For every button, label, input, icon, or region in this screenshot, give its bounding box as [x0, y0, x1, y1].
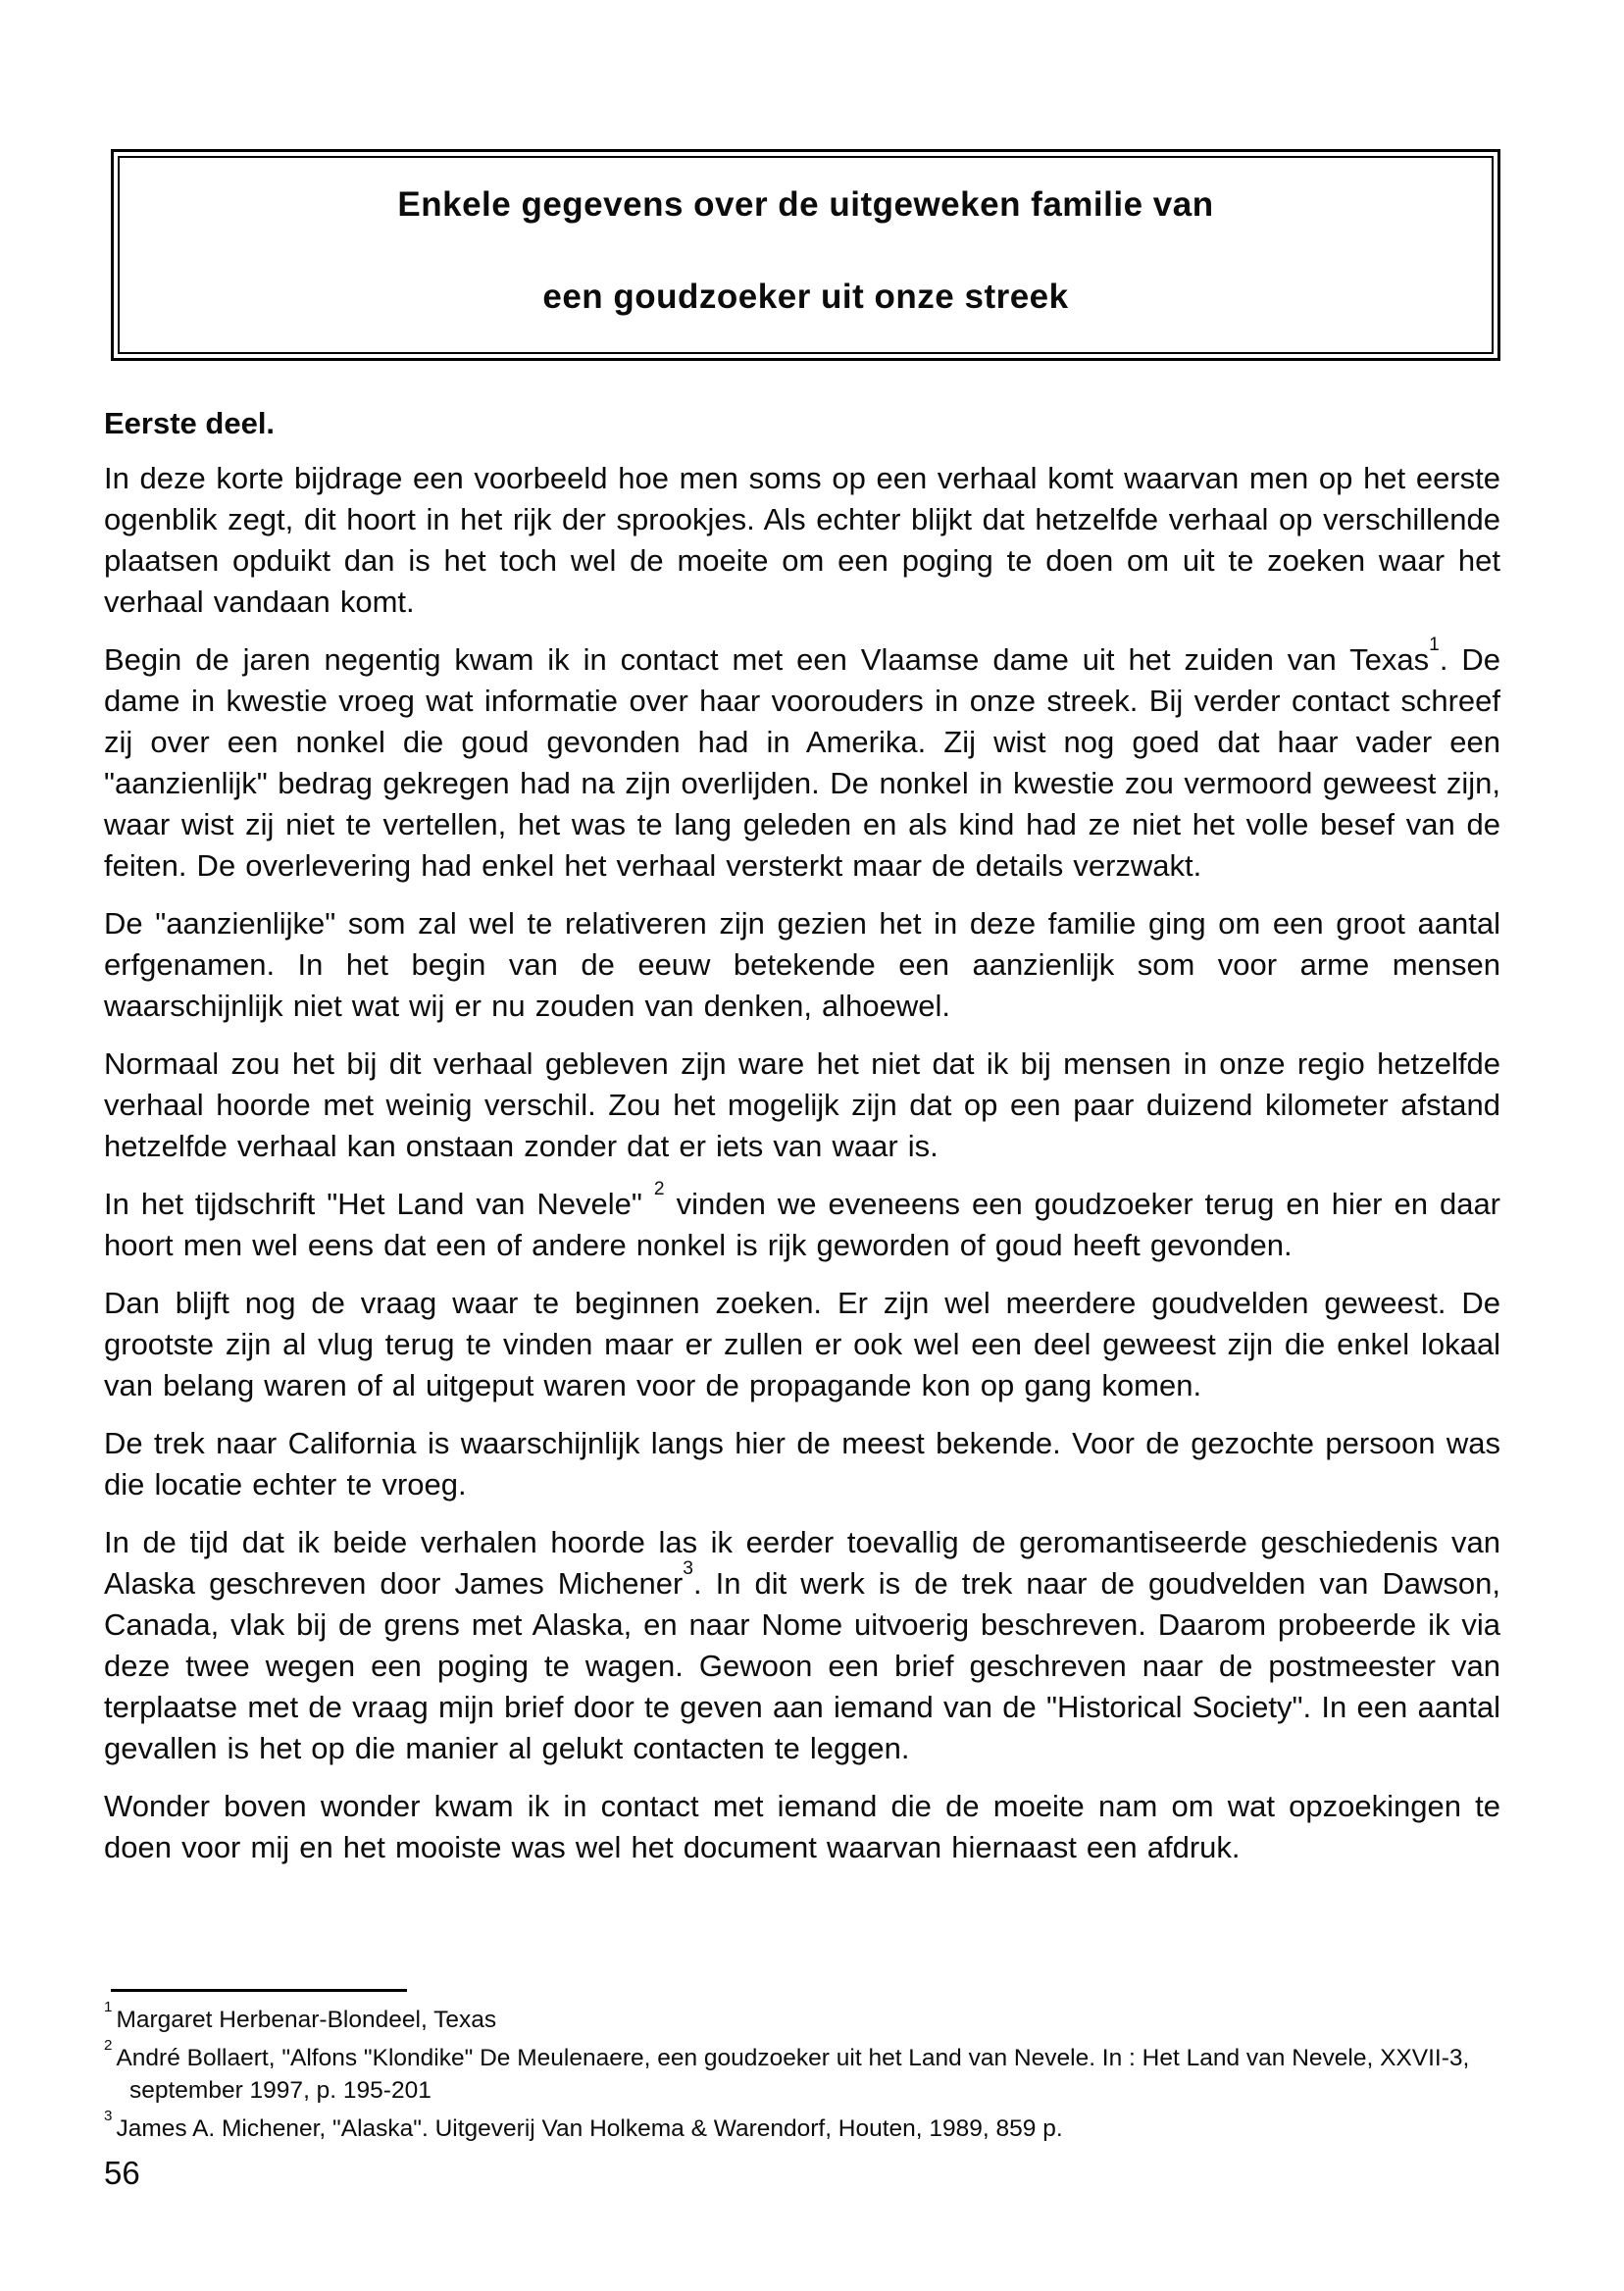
- footnote-2-number: 2: [104, 2037, 113, 2055]
- paragraph-9-text: Wonder boven wonder kwam ik in contact met iemand die de moeite nam om wat opzoekingen te doen voor mij en het mooiste was wel het document waarvan hiernaast een afdruk.: [104, 1789, 1500, 1864]
- document-title-line-1: Enkele gegevens over de uitgeweken familie van: [397, 185, 1214, 224]
- footnote-3-text: James A. Michener, "Alaska". Uitgeverij Van Holkema & Warendorf, Houten, 1989, 859 p.: [116, 2115, 1063, 2142]
- paragraph-8-text: In de tijd dat ik beide verhalen hoorde las ik eerder toevallig de geromantiseerde geschiedenis van Alaska geschreven door James Michener: [104, 1525, 1500, 1601]
- paragraph-8-text-cont: . In dit werk is de trek naar de goudvelden van Dawson, Canada, vlak bij de grens met Alaska, en naar Nome uitvoerig beschreven. Daarom probeerde ik via deze twee wegen een poging te wagen. Gewoon een brief geschreven naar de postmeester van terplaatse met de vraag mijn brief door te geven aan iemand van de "Historical Society". In een aantal gevallen is het op die manier al gelukt contacten te leggen.: [104, 1566, 1500, 1765]
- paragraph-7: [104, 1423, 1500, 1505]
- footnote-3-number: 3: [104, 2108, 113, 2125]
- paragraph-8: [104, 1522, 1500, 1769]
- paragraph-6: [104, 1283, 1500, 1406]
- paragraph-7-text: De trek naar California is waarschijnlijk langs hier de meest bekende. Voor de gezochte persoon was die locatie echter te vroeg.: [104, 1426, 1500, 1502]
- paragraph-1-text: In deze korte bijdrage een voorbeeld hoe men soms op een verhaal komt waarvan men op het eerste ogenblik zegt, dit hoort in het rijk der sprookjes. Als echter blijkt dat hetzelfde verhaal op verschillende plaatsen opduikt dan is het toch wel de moeite om een poging te doen om uit te zoeken waar het verhaal vandaan komt.: [104, 461, 1500, 619]
- footnote-3: [104, 2108, 1500, 2145]
- footnote-1: [104, 1999, 1500, 2036]
- paragraph-4: [104, 1044, 1500, 1167]
- footnote-2-text: André Bollaert, "Alfons "Klondike" De Meulenaere, een goudzoeker uit het Land van Nevele. In : Het Land van Nevele, XXVII-3, september 1997, p. 195-201: [116, 2045, 1470, 2104]
- document-title-line-2: een goudzoeker uit onze streek: [542, 278, 1069, 316]
- paragraph-5-text-cont: vinden we eveneens een goudzoeker terug en hier en daar hoort men wel eens dat een of andere nonkel is rijk geworden of goud heeft gevonden.: [104, 1187, 1501, 1262]
- section-heading: Eerste deel.: [104, 406, 276, 440]
- page-number: 56: [104, 2155, 140, 2191]
- footnote-1-text: Margaret Herbenar-Blondeel, Texas: [116, 2007, 497, 2033]
- title-box-inner: [118, 156, 1494, 354]
- paragraph-2: [104, 635, 1500, 887]
- paragraph-3-text: De "aanzienlijke" som zal wel te relativeren zijn gezien het in deze familie ging om een groot aantal erfgenamen. In het begin van de eeuw betekende een aanzienlijk som voor arme mensen waarschijnlijk niet wat wij er nu zouden van denken, alhoewel.: [104, 906, 1500, 1023]
- paragraph-3: [104, 903, 1500, 1027]
- footnote-ref-1: 1: [1429, 635, 1440, 656]
- footnote-1-number: 1: [104, 1999, 113, 2016]
- footnote-ref-2: 2: [653, 1179, 665, 1200]
- paragraph-5-text: In het tijdschrift "Het Land van Nevele": [104, 1187, 654, 1221]
- title-box: [111, 149, 1500, 361]
- paragraph-4-text: Normaal zou het bij dit verhaal gebleven zijn ware het niet dat ik bij mensen in onze regio hetzelfde verhaal hoorde met weinig verschil. Zou het mogelijk zijn dat op een paar duizend kilometer afstand hetzelfde verhaal kan onstaan zonder dat er iets van waar is.: [104, 1046, 1500, 1163]
- paragraph-2-text: Begin de jaren negentig kwam ik in contact met een Vlaamse dame uit het zuiden van Texas: [104, 642, 1430, 677]
- paragraph-1: [104, 458, 1500, 623]
- footnote-separator-rule: [111, 1989, 407, 1992]
- paragraph-5: [104, 1179, 1501, 1266]
- page-content: [104, 149, 1500, 1868]
- paragraph-9: [104, 1786, 1500, 1868]
- paragraph-6-text: Dan blijft nog de vraag waar te beginnen zoeken. Er zijn wel meerdere goudvelden geweest. De grootste zijn al vlug terug te vinden maar er zullen er ook wel een deel geweest zijn die enkel lokaal van belang waren of al uitgeput waren voor de propagande kon op gang komen.: [104, 1286, 1500, 1402]
- paragraph-2-text-cont: . De dame in kwestie vroeg wat informatie over haar voorouders in onze streek. Bij verder contact schreef zij over een nonkel die goud gevonden had in Amerika. Zij wist nog goed dat haar vader een "aanzienlijk" bedrag gekregen had na zijn overlijden. De nonkel in kwestie zou vermoord geweest zijn, waar wist zij niet te vertellen, het was te lang geleden en als kind had ze niet het volle besef van de feiten. De overlevering had enkel het verhaal versterkt maar de details verzwakt.: [104, 642, 1500, 883]
- footnote-section: [104, 1989, 1500, 2192]
- footnote-ref-3: 3: [683, 1558, 693, 1580]
- footnote-2: [104, 2037, 1500, 2107]
